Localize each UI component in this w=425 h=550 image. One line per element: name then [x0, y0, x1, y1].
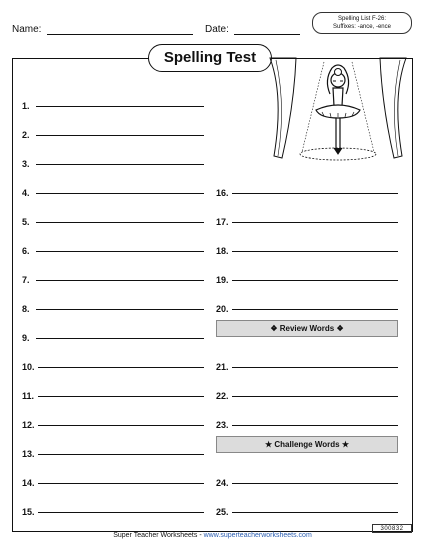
answer-row [22, 125, 204, 154]
answer-line[interactable] [38, 396, 204, 397]
answer-row [22, 96, 204, 125]
answer-row [216, 357, 398, 386]
list-subtitle: Suffixes: -ance, -ence [333, 24, 391, 30]
spelling-list-box [312, 12, 412, 34]
answer-row [22, 270, 204, 299]
footer-brand: Super Teacher Worksheets [113, 532, 198, 539]
item-number: 15. [22, 507, 35, 517]
answer-line[interactable] [36, 193, 204, 194]
item-number: 18. [216, 246, 229, 256]
answer-line[interactable] [36, 106, 204, 107]
item-number: 1. [22, 101, 30, 111]
item-number: 6. [22, 246, 30, 256]
answer-row [216, 183, 398, 212]
item-number: 2. [22, 130, 30, 140]
item-number: 23. [216, 420, 229, 430]
answer-line[interactable] [36, 338, 204, 339]
item-number: 13. [22, 449, 35, 459]
item-number: 19. [216, 275, 229, 285]
page-title: Spelling Test [148, 44, 272, 72]
answer-line[interactable] [36, 164, 204, 165]
item-number: 9. [22, 333, 30, 343]
name-line[interactable] [47, 34, 193, 35]
item-number: 24. [216, 478, 229, 488]
answer-row [216, 241, 398, 270]
item-number: 7. [22, 275, 30, 285]
answer-line[interactable] [38, 483, 204, 484]
answer-row [216, 473, 398, 502]
footer-url[interactable]: www.superteacherworksheets.com [203, 532, 312, 539]
answer-line[interactable] [36, 251, 204, 252]
answer-row [22, 357, 204, 386]
date-label: Date: [205, 24, 229, 35]
answer-line[interactable] [232, 193, 398, 194]
item-number: 3. [22, 159, 30, 169]
item-number: 14. [22, 478, 35, 488]
answer-row [22, 241, 204, 270]
answer-line[interactable] [232, 309, 398, 310]
answer-line[interactable] [232, 251, 398, 252]
footer [0, 532, 425, 539]
answer-line[interactable] [232, 396, 398, 397]
answer-row [216, 502, 398, 531]
item-number: 16. [216, 188, 229, 198]
answer-row [216, 270, 398, 299]
item-number: 17. [216, 217, 229, 227]
answer-line[interactable] [38, 454, 204, 455]
answer-row [22, 473, 204, 502]
answer-row [22, 502, 204, 531]
answer-row [216, 212, 398, 241]
answer-row [22, 212, 204, 241]
answer-row [22, 444, 204, 473]
answer-row [216, 415, 398, 436]
answer-line[interactable] [36, 135, 204, 136]
list-title: Spelling List F-26: [337, 16, 387, 22]
answer-row [22, 183, 204, 212]
answer-line[interactable] [232, 367, 398, 368]
item-number: 5. [22, 217, 30, 227]
answer-row [216, 299, 398, 320]
answer-line[interactable] [36, 280, 204, 281]
item-number: 22. [216, 391, 229, 401]
review-words-banner: ❖ Review Words ❖ [216, 320, 398, 337]
ballerina-illustration [266, 56, 410, 168]
answer-row [22, 299, 204, 328]
right-answer-column [216, 183, 398, 531]
answer-row [22, 154, 204, 183]
date-line[interactable] [234, 34, 300, 35]
answer-line[interactable] [232, 512, 398, 513]
answer-line[interactable] [38, 512, 204, 513]
challenge-words-banner: ★ Challenge Words ★ [216, 436, 398, 453]
answer-row [22, 415, 204, 444]
item-number: 12. [22, 420, 35, 430]
answer-line[interactable] [232, 425, 398, 426]
item-number: 10. [22, 362, 35, 372]
answer-line[interactable] [36, 222, 204, 223]
answer-line[interactable] [36, 309, 204, 310]
worksheet-code: 300832 [372, 524, 412, 533]
footer-separator: - [197, 532, 204, 539]
answer-line[interactable] [232, 222, 398, 223]
left-answer-column [22, 96, 204, 531]
item-number: 4. [22, 188, 30, 198]
item-number: 8. [22, 304, 30, 314]
answer-line[interactable] [38, 425, 204, 426]
item-number: 25. [216, 507, 229, 517]
answer-line[interactable] [38, 367, 204, 368]
answer-row [216, 386, 398, 415]
item-number: 20. [216, 304, 229, 314]
answer-row [22, 328, 204, 357]
item-number: 11. [22, 391, 35, 401]
answer-row [22, 386, 204, 415]
name-label: Name: [12, 24, 42, 35]
answer-line[interactable] [232, 280, 398, 281]
answer-line[interactable] [232, 483, 398, 484]
item-number: 21. [216, 362, 229, 372]
